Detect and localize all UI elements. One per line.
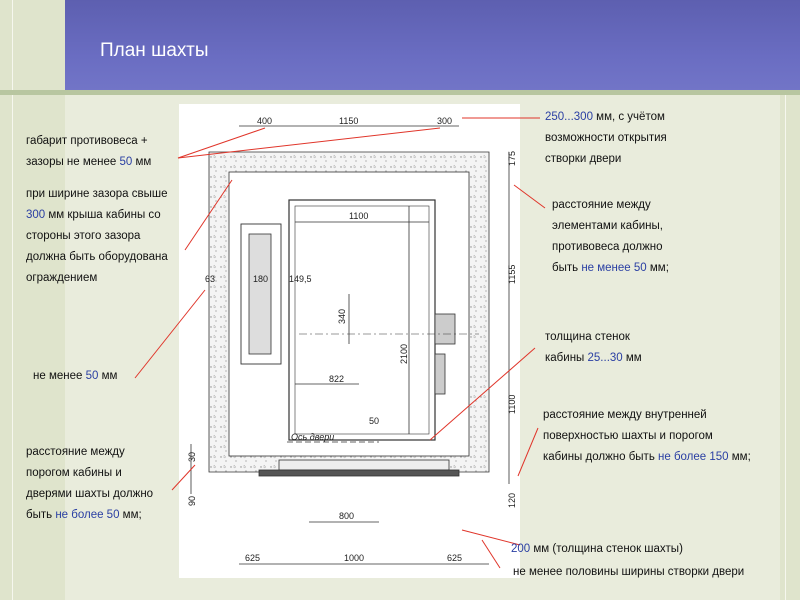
note-line: возможности открытия [545,132,667,144]
dim-right-3: 1100 [507,394,517,414]
note-line: расстояние между [552,199,651,211]
note-sill-door [26,442,153,526]
page-title: План шахты [100,40,209,61]
note-min-50: не менее 50 мм [33,370,118,382]
dim-50: 50 [369,416,380,426]
note-line: должна быть оборудована [26,251,168,263]
note-line: габарит противовеса + [26,135,148,147]
note-line: при ширине зазора свыше [26,188,168,200]
note-line: створки двери [545,153,622,165]
note-door-open [545,107,667,170]
note-line: ограждением [26,272,98,284]
note-line: противовеса должно [552,241,663,253]
door-axis-label: Ось двери [291,432,335,442]
note-line: кабины должно быть не более 150 мм; [543,451,751,463]
note-walls [545,327,642,369]
note-line: зазоры не менее 50 мм [26,156,152,168]
dim-1495: 149,5 [289,274,312,284]
note-line: расстояние между [26,446,125,458]
note-line: дверями шахты должно [26,488,154,500]
note-line: расстояние между внутренней [543,409,707,421]
note-line: быть не более 50 мм; [26,509,142,521]
note-counterweight [26,131,151,173]
dim-right-2: 1155 [507,264,517,284]
note-half-door: не менее половины ширины створки двери [513,566,745,578]
dim-800: 800 [339,511,355,521]
dim-2100: 2100 [399,343,409,364]
dim-bottom-3: 625 [447,553,463,563]
note-line: стороны этого зазора [26,230,141,242]
dim-top-2: 1150 [339,116,359,126]
dim-top-1: 400 [257,116,273,126]
note-elements [552,195,669,279]
note-line: толщина стенок [545,331,630,343]
note-shaft-walls: 200 мм (толщина стенок шахты) [511,543,683,555]
note-line: поверхностью шахты и порогом [543,430,713,442]
note-line: порогом кабины и [26,467,122,479]
note-line: элементами кабины, [552,220,663,232]
note-inner-surface [543,405,751,468]
dim-left-2: 90 [187,495,197,506]
dim-822: 822 [329,374,345,384]
dim-top-3: 300 [437,116,453,126]
dim-bottom-1: 625 [245,553,261,563]
note-gap-roof [26,184,168,289]
dim-right-1: 175 [507,150,517,166]
dim-bottom-2: 1000 [344,553,365,563]
note-line: 300 мм крыша кабины со [26,209,161,221]
note-line: кабины 25...30 мм [545,352,642,364]
note-line: быть не менее 50 мм; [552,262,669,274]
dim-340: 340 [337,308,347,324]
note-line: 250...300 мм, с учётом [545,111,665,123]
dim-right-4: 120 [507,492,517,508]
dim-left-1: 30 [187,451,197,462]
dim-1100: 1100 [349,211,369,221]
dim-63: 63 [205,274,216,284]
dim-180: 180 [253,274,269,284]
